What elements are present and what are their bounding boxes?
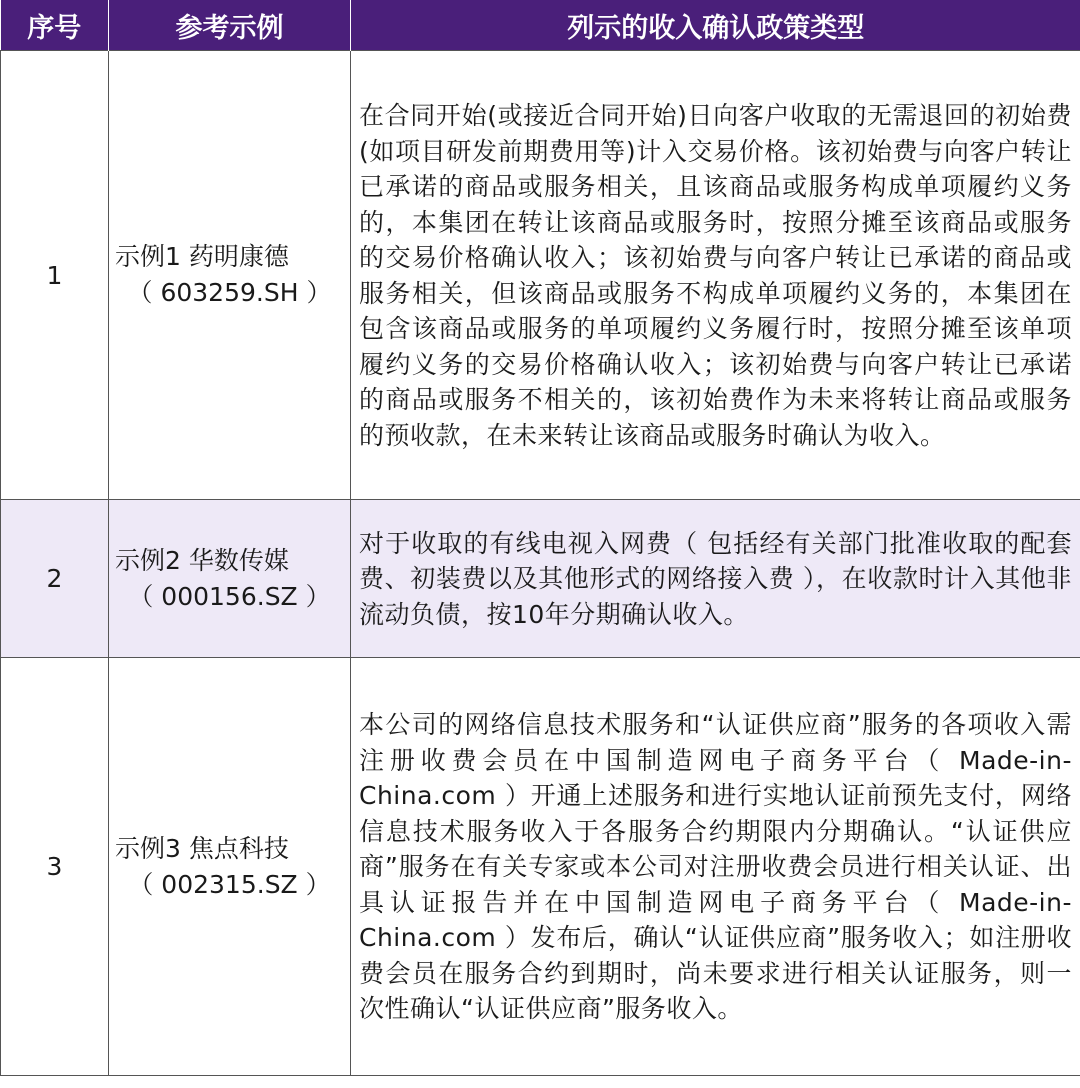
reference-name: 示例1 药明康德 xyxy=(115,242,289,271)
reference-name: 示例2 华数传媒 xyxy=(115,545,289,575)
row-reference xyxy=(109,658,351,1076)
row-index: 2 xyxy=(1,500,109,658)
row-policy-text: 在合同开始(或接近合同开始)日向客户收取的无需退回的初始费(如项目研发前期费用等)计入交易价格。该初始费与向客户转让已承诺的商品或服务相关，且该商品或服务构成单项履约义务的，本集团在转让该商品或服务时，按照分摊至该商品或服务的交易价格确认收入；该初始费与向客户转让已承诺的商品或服务相关，但该商品或服务不构成单项履约义务的，本集团在包含该商品或服务的单项履约义务履行时，按照分摊至该单项履约义务的交易价格确认收入；该初始费与向客户转让已承诺的商品或服务不相关的，该初始费作为未来将转让商品或服务的预收款，在未来转让该商品或服务时确认为收入。 xyxy=(351,51,1080,500)
reference-code: （ 603259.SH ） xyxy=(127,278,332,307)
reference-code: （ 002315.SZ ） xyxy=(128,869,331,899)
row-policy-text: 本公司的网络信息技术服务和“认证供应商”服务的各项收入需注册收费会员在中国制造网电子商务平台（ Made-in-China.com ）开通上述服务和进行实地认证前预先支付，网络信息技术服务收入于各服务合约期限内分期确认。“认证供应商”服务在有关专家或本公司对注册收费会员进行相关认证、出具认证报告并在中国制造网电子商务平台（ Made-in-China.com ）发布后，确认“认证供应商”服务收入；如注册收费会员在服务合约到期时，尚未要求进行相关认证服务，则一次性确认“认证供应商”服务收入。 xyxy=(351,658,1080,1076)
row-index: 1 xyxy=(1,51,109,500)
reference-name: 示例3 焦点科技 xyxy=(115,833,289,863)
table-row xyxy=(1,51,1080,500)
header-index: 序号 xyxy=(1,0,109,51)
header-reference: 参考示例 xyxy=(109,0,351,51)
row-reference xyxy=(109,51,351,500)
table-header-row xyxy=(1,0,1080,51)
table-row xyxy=(1,658,1080,1076)
reference-code: （ 000156.SZ ） xyxy=(128,581,331,611)
header-policy: 列示的收入确认政策类型 xyxy=(351,0,1080,51)
row-policy-text: 对于收取的有线电视入网费（ 包括经有关部门批准收取的配套费、初装费以及其他形式的网络接入费 ），在收款时计入其他非流动负债，按10年分期确认收入。 xyxy=(351,500,1080,658)
row-reference xyxy=(109,500,351,658)
table-row xyxy=(1,500,1080,658)
row-index: 3 xyxy=(1,658,109,1076)
